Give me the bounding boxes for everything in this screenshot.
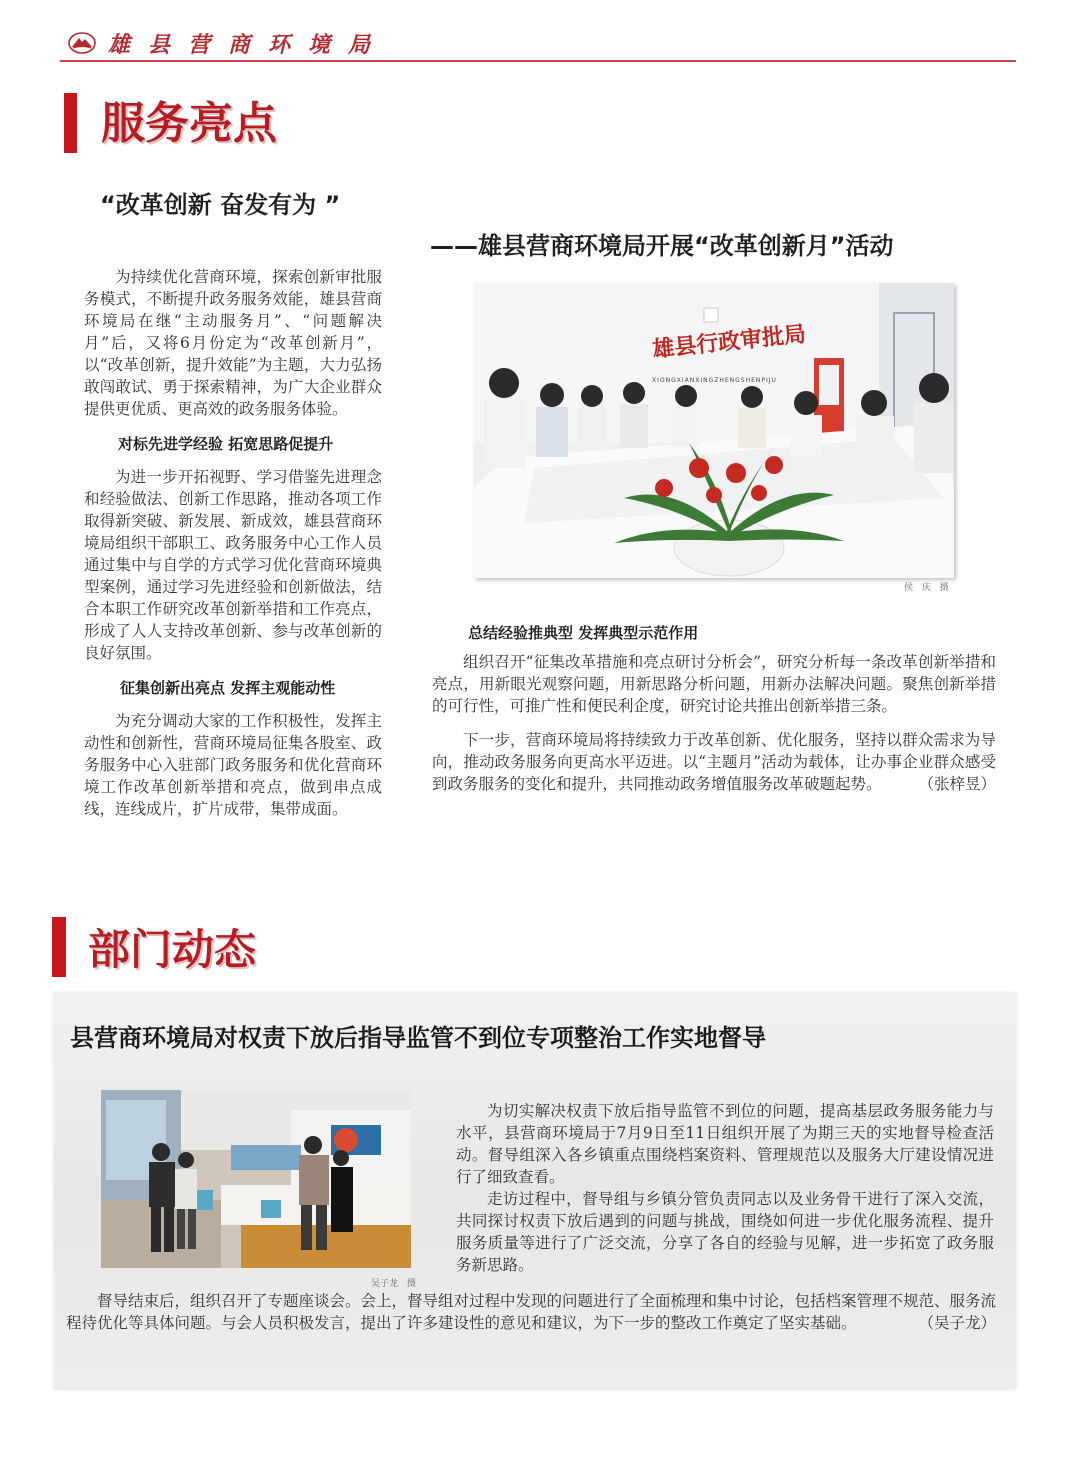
article-headline: “改革创新 奋发有为 ”: [100, 191, 341, 219]
meeting-photo: [474, 283, 954, 578]
article-right-column: [432, 622, 996, 795]
article-subheadline: ——雄县营商环境局开展“改革创新月”活动: [430, 232, 894, 260]
article2-right-column: [456, 1100, 994, 1276]
photo-credit-2: 吴子龙 摄: [371, 1279, 417, 1289]
inspection-photo: [101, 1090, 411, 1268]
inspection-photo-illustration: [101, 1090, 411, 1268]
article2-bottom-text: [66, 1290, 996, 1334]
section-marker-bar: [64, 93, 77, 153]
article2-headline: 县营商环境局对权责下放后指导监管不到位专项整治工作实地督导: [70, 1024, 766, 1052]
subsection-title-2: 征集创新出亮点 发挥主观能动性: [120, 679, 336, 697]
article2-author: （吴子龙）: [918, 1314, 996, 1332]
article-left-column: [84, 266, 382, 820]
subsection-3-text: 组织召开“征集改革措施和亮点研讨分析会”，研究分析每一条改革创新举措和亮点，用新眼光观察问题，用新思路分析问题，用新办法解决问题。聚焦创新举措的可行性，可推广性和便民利企度，研究讨论共推出创新举措三条。: [432, 653, 996, 715]
article2-paragraph-1: 为切实解决权责下放后指导监管不到位的问题，提高基层政务服务能力与水平，县营商环境局于7月9日至11日组织开展了为期三天的实地督导检查活动。督导组深入各乡镇重点围绕档案资料、管理规范以及服务大厅建设情况进行了细致查看。: [456, 1102, 994, 1186]
subsection-title-1: 对标先进学经验 拓宽思路促提升: [118, 435, 334, 453]
masthead-title: 雄县营商环境局: [108, 32, 389, 58]
closing-paragraph: 下一步，营商环境局将持续致力于改革创新、优化服务，坚持以群众需求为导向，推动政务服务向更高水平迈进。以“主题月”活动为载体，让办事企业群众感受到政务服务的变化和提升，共同推动政务增值服务改革破题起势。: [432, 731, 996, 793]
article2-paragraph-2: 走访过程中，督导组与乡镇分管负责同志以及业务骨干进行了深入交流，共同探讨权责下放后遇到的问题与挑战，围绕如何进一步优化服务流程、提升服务质量等进行了广泛交流，分享了各自的经验与见解，进一步拓宽了政务服务新思路。: [456, 1190, 994, 1274]
photo-sign-text: 雄县行政审批局: [651, 322, 808, 363]
subsection-title-3: 总结经验推典型 发挥典型示范作用: [468, 624, 699, 642]
photo-sign-pinyin: XIONGXIANXINGZHENGSHENPIJU: [652, 377, 777, 384]
article-author: （张梓昱）: [918, 775, 996, 793]
section-title-service: 服务亮点: [101, 98, 277, 149]
section-marker-bar-2: [52, 917, 66, 977]
photo-credit-1: 侯 庆 摄: [904, 583, 952, 593]
section-title-dept: 部门动态: [88, 925, 257, 974]
bureau-logo-icon: [68, 32, 96, 54]
subsection-2-text: 为充分调动大家的工作积极性，发挥主动性和创新性，营商环境局征集各股室、政务服务中心入驻部门政务服务和优化营商环境工作改革创新举措和亮点，做到串点成线，连线成片，扩片成带，集带成面。: [84, 712, 382, 818]
subsection-1-text: 为进一步开拓视野、学习借鉴先进理念和经验做法、创新工作思路，推动各项工作取得新突破、新发展、新成效，雄县营商环境局组织干部职工、政务服务中心工作人员通过集中与自学的方式学习优化营商环境典型案例，通过学习先进经验和创新做法，结合本职工作研究改革创新举措和工作亮点，形成了人人支持改革创新、参与改革创新的良好氛围。: [84, 468, 382, 662]
intro-paragraph: 为持续优化营商环境，探索创新审批服务模式，不断提升政务服务效能，雄县营商环境局在继“主动服务月”、“问题解决月”后，又将6月份定为“改革创新月”，以“改革创新，提升效能”为主题，大力弘扬敢闯敢试、勇于探索精神，为广大企业群众提供更优质、更高效的政务服务体验。: [84, 268, 382, 418]
header-divider: [60, 60, 1016, 62]
article2-paragraph-3: 督导结束后，组织召开了专题座谈会。会上，督导组对过程中发现的问题进行了全面梳理和集中讨论，包括档案管理不规范、服务流程待优化等具体问题。与会人员积极发言，提出了许多建设性的意见和建议，为下一步的整改工作奠定了坚实基础。: [66, 1292, 997, 1332]
